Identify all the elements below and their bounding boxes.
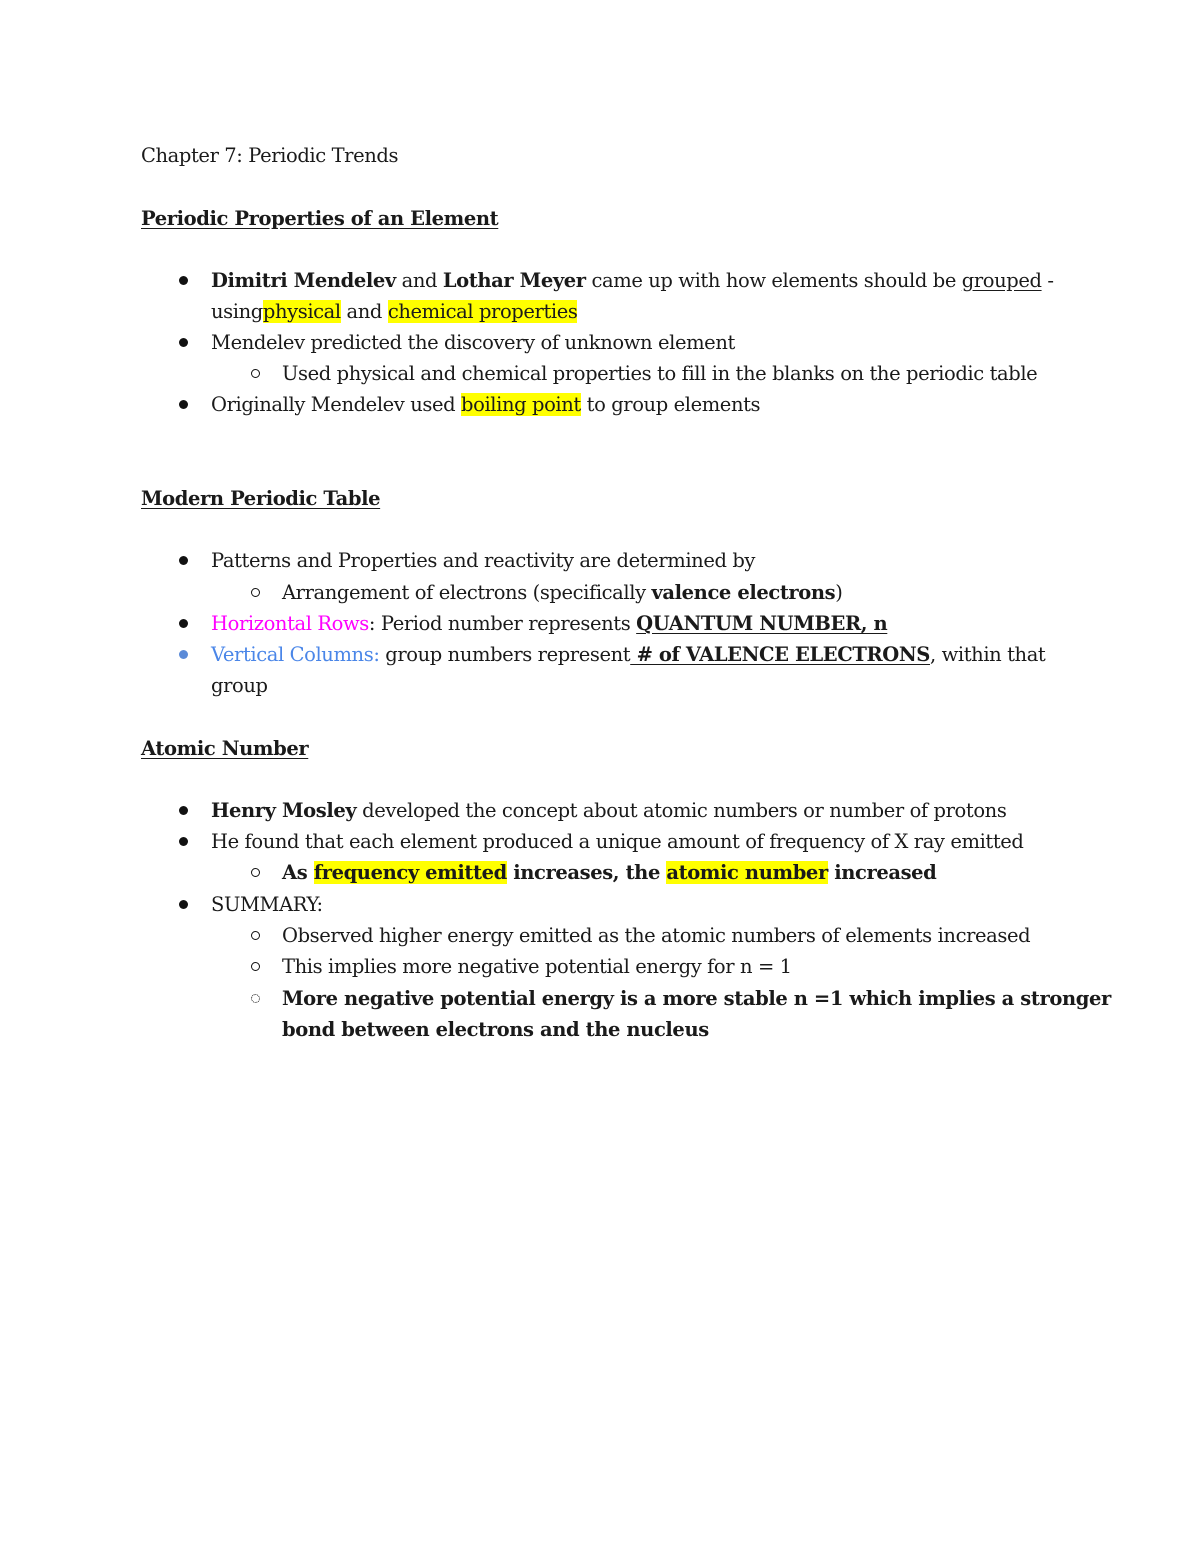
list-subitem: Used physical and chemical properties to fill in the blanks on the periodic table (282, 362, 1038, 385)
list-item-continuation: usingphysical and chemical properties (211, 300, 578, 323)
list-item: Mendelev predicted the discovery of unknown element (211, 331, 735, 354)
list-item: Henry Mosley developed the concept about atomic numbers or number of protons (211, 799, 1007, 822)
list-subitem-continuation: bond between electrons and the nucleus (282, 1018, 709, 1041)
list-item: Vertical Columns: group numbers represent # of VALENCE ELECTRONS, within that (211, 643, 1046, 666)
list-item: Originally Mendelev used boiling point to group elements (211, 393, 761, 416)
list-subitem: Observed higher energy emitted as the atomic numbers of elements increased (282, 924, 1031, 947)
list-subitem: Arrangement of electrons (specifically valence electrons) (282, 581, 843, 604)
section-heading-atomic-number: Atomic Number (141, 737, 309, 760)
list-subitem: More negative potential energy is a more stable n =1 which implies a stronger (282, 987, 1111, 1010)
section-heading-periodic-properties: Periodic Properties of an Element (141, 207, 499, 230)
list-item: Patterns and Properties and reactivity are determined by (211, 549, 756, 572)
list-item: SUMMARY: (211, 893, 323, 916)
section-heading-modern-periodic-table: Modern Periodic Table (141, 487, 381, 510)
list-item: Horizontal Rows: Period number represents QUANTUM NUMBER, n (211, 612, 888, 635)
list-subitem: As frequency emitted increases, the atomic number increased (282, 861, 937, 884)
list-item: Dimitri Mendelev and Lothar Meyer came up with how elements should be grouped - (211, 269, 1054, 292)
list-subitem: This implies more negative potential energy for n = 1 (282, 955, 792, 978)
document-title: Chapter 7: Periodic Trends (141, 144, 399, 167)
list-item: He found that each element produced a unique amount of frequency of X ray emitted (211, 830, 1024, 853)
list-item-continuation: group (211, 674, 268, 697)
